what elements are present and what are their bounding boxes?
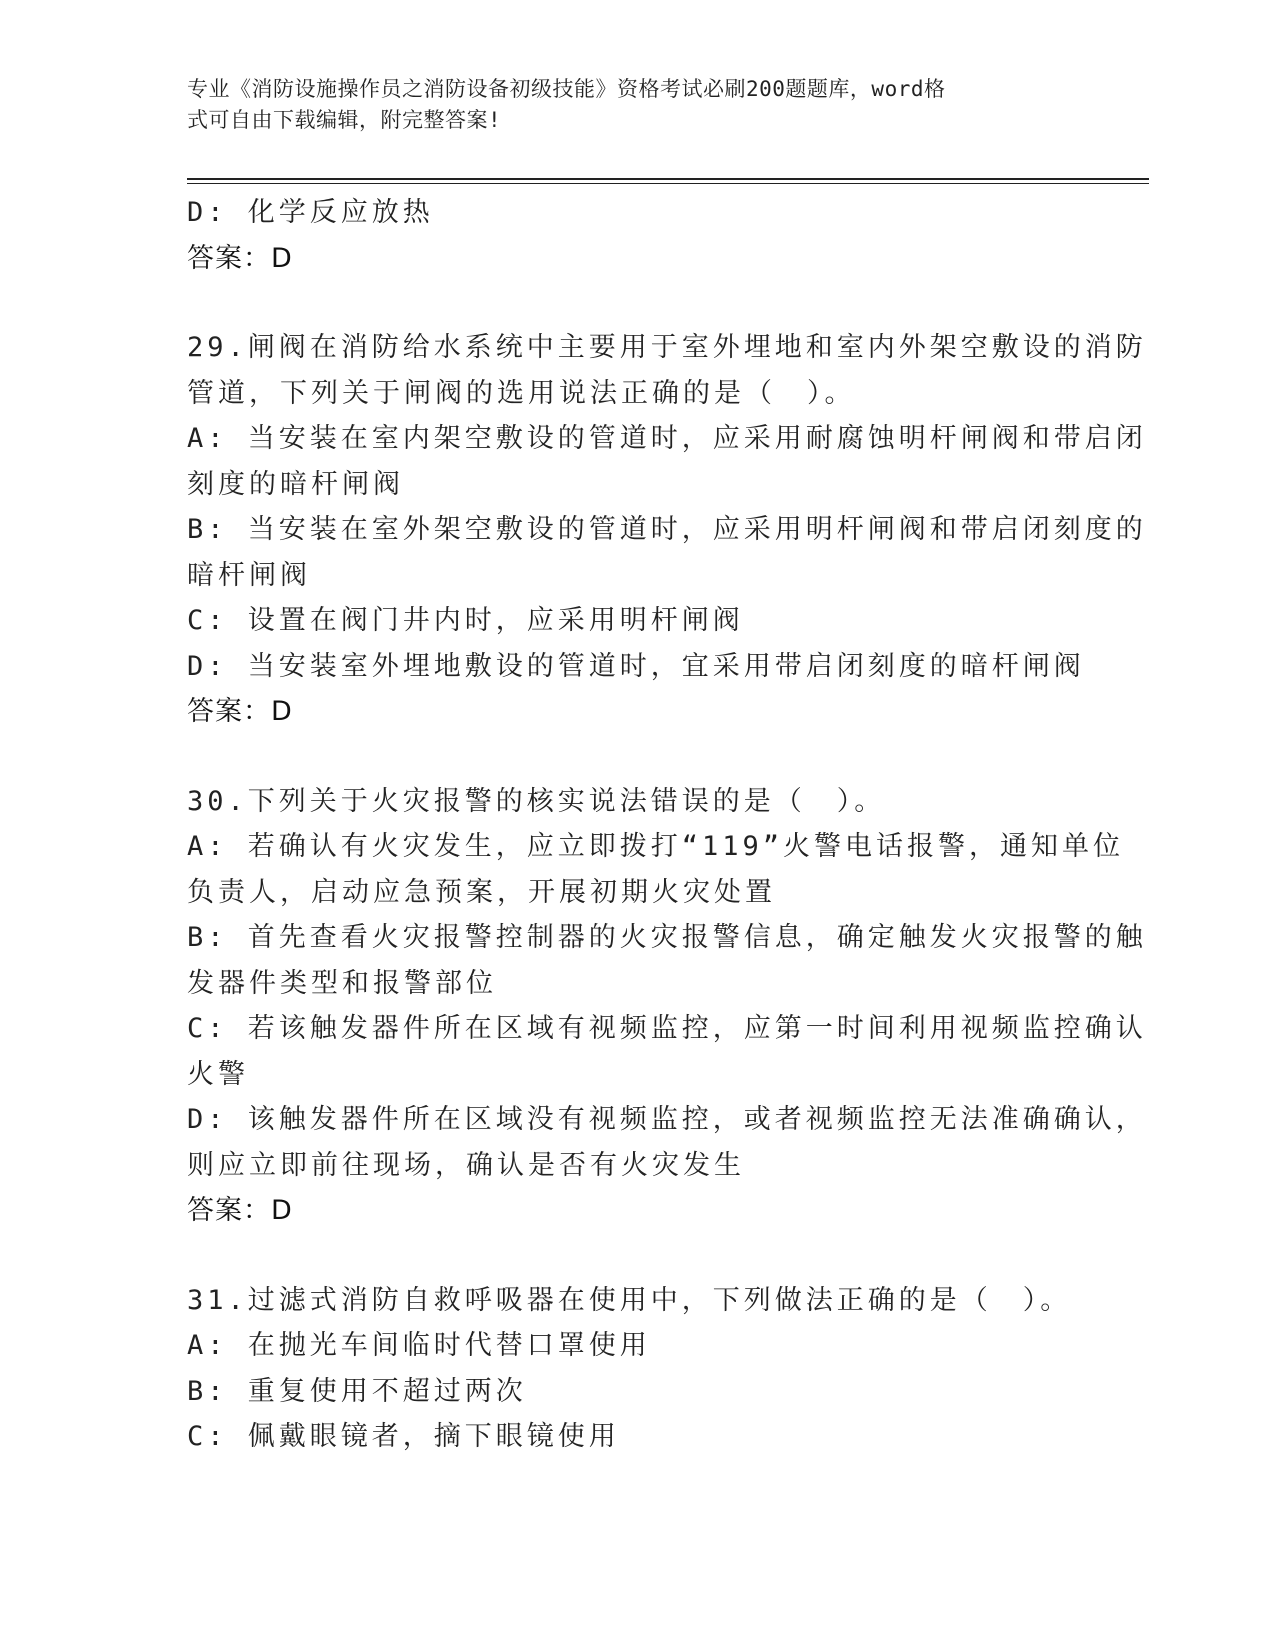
option-b: B: 重复使用不超过两次 bbox=[187, 1375, 527, 1407]
question-30 bbox=[187, 779, 1147, 1234]
question-31 bbox=[187, 1278, 1087, 1460]
option-a: A: 当安装在室内架空敷设的管道时，应采用耐腐蚀明杆闸阀和带启闭 bbox=[187, 423, 1147, 454]
question-stem: 29.闸阀在消防给水系统中主要用于室外埋地和室内外架空敷设的消防 bbox=[187, 332, 1147, 363]
question-29 bbox=[187, 325, 1147, 735]
option-d: D: 该触发器件所在区域没有视频监控，或者视频监控无法准确确认， bbox=[187, 1104, 1147, 1135]
option-d-cont: 则应立即前往现场，确认是否有火灾发生 bbox=[187, 1149, 745, 1181]
option-c-cont: 火警 bbox=[187, 1058, 249, 1090]
question-28-tail bbox=[187, 190, 1087, 281]
option-b: B: 当安装在室外架空敷设的管道时，应采用明杆闸阀和带启闭刻度的 bbox=[187, 514, 1147, 545]
option-a: A: 若确认有火灾发生，应立即拨打“119”火警电话报警，通知单位 bbox=[187, 831, 1125, 862]
option-b: B: 首先查看火灾报警控制器的火灾报警信息，确定触发火灾报警的触 bbox=[187, 922, 1147, 953]
header-divider-thick bbox=[187, 178, 1149, 180]
answer-line: 答案：D bbox=[187, 1195, 293, 1226]
option-b-cont: 发器件类型和报警部位 bbox=[187, 967, 497, 999]
question-stem: 31.过滤式消防自救呼吸器在使用中，下列做法正确的是（ ）。 bbox=[187, 1284, 1072, 1316]
option-c: C: 设置在阀门井内时，应采用明杆闸阀 bbox=[187, 605, 744, 636]
option-c: C: 若该触发器件所在区域有视频监控，应第一时间利用视频监控确认 bbox=[187, 1013, 1147, 1044]
option-b-cont: 暗杆闸阀 bbox=[187, 559, 311, 591]
header-divider-thin bbox=[187, 183, 1149, 184]
option-a: A: 在抛光车间临时代替口罩使用 bbox=[187, 1330, 651, 1361]
question-content bbox=[187, 190, 1147, 1460]
option-a-cont: 刻度的暗杆闸阀 bbox=[187, 468, 404, 500]
header-line-1: 专业《消防设施操作员之消防设备初级技能》资格考试必刷200题题库，word格 bbox=[187, 77, 946, 101]
page-header bbox=[187, 74, 1067, 136]
answer-line: 答案：D bbox=[187, 242, 293, 274]
answer-line: 答案：D bbox=[187, 696, 293, 727]
option-c: C: 佩戴眼镜者，摘下眼镜使用 bbox=[187, 1421, 620, 1452]
option-a-cont: 负责人，启动应急预案，开展初期火灾处置 bbox=[187, 876, 776, 908]
question-stem: 30.下列关于火灾报警的核实说法错误的是（ ）。 bbox=[187, 785, 886, 817]
option-d: D: 化学反应放热 bbox=[187, 197, 434, 228]
header-line-2: 式可自由下载编辑，附完整答案! bbox=[187, 108, 502, 132]
question-stem-cont: 管道，下列关于闸阀的选用说法正确的是（ ）。 bbox=[187, 377, 856, 409]
option-d: D: 当安装室外埋地敷设的管道时，宜采用带启闭刻度的暗杆闸阀 bbox=[187, 650, 1085, 682]
